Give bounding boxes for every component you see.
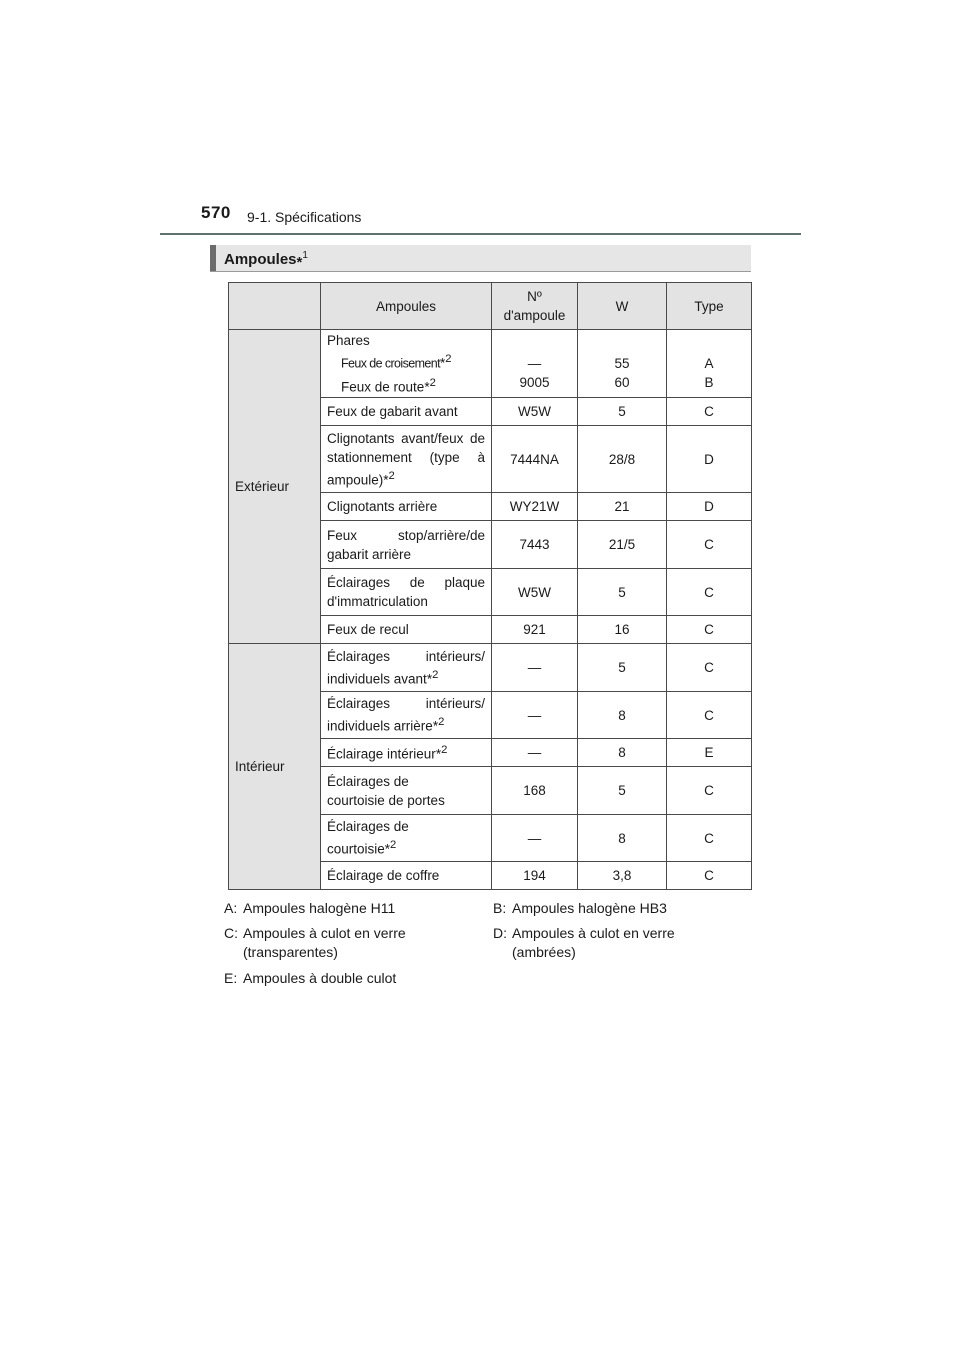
headlights-watts: 55 60 bbox=[578, 330, 667, 398]
header-cell-bulbs: Ampoules bbox=[321, 283, 492, 330]
row-name: Éclairages de courtoisie*$^2$ bbox=[321, 815, 492, 862]
row-watts: 21 bbox=[578, 493, 667, 521]
row-watts: 8 bbox=[578, 692, 667, 739]
group-exterior: Extérieur bbox=[229, 330, 321, 644]
row-type: C bbox=[667, 692, 752, 739]
row-name: Éclairages de courtoisie de portes bbox=[321, 767, 492, 815]
row-watts: 5 bbox=[578, 398, 667, 426]
row-name: Feux de gabarit avant bbox=[321, 398, 492, 426]
headlights-title: Phares bbox=[327, 333, 370, 348]
legend-b: B: Ampoules halogène HB3 bbox=[493, 900, 667, 916]
row-number: W5W bbox=[492, 398, 578, 426]
row-name: Éclairages intérieurs/ individuels arrière*$^2$ bbox=[321, 692, 492, 739]
row-number: 921 bbox=[492, 616, 578, 644]
section-accent bbox=[210, 245, 216, 271]
table-row bbox=[229, 330, 752, 398]
header-no-line2: d'ampoule bbox=[503, 308, 566, 323]
row-number: — bbox=[492, 644, 578, 692]
legend-d: D: Ampoules à culot en verre (ambrées) bbox=[493, 925, 675, 960]
bulb-spec-table bbox=[228, 282, 752, 890]
section-title bbox=[224, 250, 308, 271]
table-row bbox=[229, 644, 752, 692]
row-watts: 5 bbox=[578, 569, 667, 616]
row-name: Éclairage de coffre bbox=[321, 862, 492, 890]
page-number: 570 bbox=[201, 203, 231, 222]
row-watts: 21/5 bbox=[578, 521, 667, 569]
row-watts: 28/8 bbox=[578, 426, 667, 493]
row-number: 194 bbox=[492, 862, 578, 890]
header-no-line1: Nº bbox=[527, 289, 542, 304]
header-cell-bulb-number bbox=[492, 283, 578, 330]
row-name: Clignotants arrière bbox=[321, 493, 492, 521]
row-name: Éclairages de plaque d'immatriculation bbox=[321, 569, 492, 616]
row-number: 7444NA bbox=[492, 426, 578, 493]
row-type: C bbox=[667, 616, 752, 644]
row-type: D bbox=[667, 426, 752, 493]
legend-c: C: Ampoules à culot en verre (transparentes) bbox=[224, 925, 406, 960]
row-number: — bbox=[492, 815, 578, 862]
legend-a: A: Ampoules halogène H11 bbox=[224, 900, 396, 916]
page-header bbox=[0, 0, 960, 240]
footnote-number: 1 bbox=[302, 250, 308, 261]
row-watts: 3,8 bbox=[578, 862, 667, 890]
row-number: 168 bbox=[492, 767, 578, 815]
row-type: C bbox=[667, 521, 752, 569]
row-number: WY21W bbox=[492, 493, 578, 521]
header-cell-watts: W bbox=[578, 283, 667, 330]
header-rule bbox=[160, 233, 801, 235]
row-watts: 8 bbox=[578, 739, 667, 767]
row-name: Feux de recul bbox=[321, 616, 492, 644]
row-type: C bbox=[667, 644, 752, 692]
headlights-low: Feux de croisement*$^2$ bbox=[341, 353, 452, 371]
group-interior: Intérieur bbox=[229, 644, 321, 890]
row-watts: 5 bbox=[578, 767, 667, 815]
row-name: Clignotants avant/feux de stationnement (type à ampoule)*$^2$ bbox=[321, 426, 492, 493]
headlights-type: A B bbox=[667, 330, 752, 398]
header-cell-blank bbox=[229, 283, 321, 330]
row-type: C bbox=[667, 767, 752, 815]
row-watts: 5 bbox=[578, 644, 667, 692]
headlights-high: Feux de route*$^2$ bbox=[341, 376, 436, 394]
row-watts: 16 bbox=[578, 616, 667, 644]
row-name: Éclairages intérieurs/ individuels avant*$^2$ bbox=[321, 644, 492, 692]
row-number: 7443 bbox=[492, 521, 578, 569]
row-number: — bbox=[492, 692, 578, 739]
headlights-number: — 9005 bbox=[492, 330, 578, 398]
section-title-text: Ampoules bbox=[224, 251, 297, 268]
row-type: C bbox=[667, 815, 752, 862]
row-headlights-name bbox=[321, 330, 492, 398]
row-type: D bbox=[667, 493, 752, 521]
chapter-title: 9-1. Spécifications bbox=[247, 209, 362, 225]
row-name: Feux stop/arrière/de gabarit arrière bbox=[321, 521, 492, 569]
legend-e: E: Ampoules à double culot bbox=[224, 970, 397, 986]
section-heading-bar bbox=[210, 245, 751, 272]
row-type: C bbox=[667, 569, 752, 616]
row-number: W5W bbox=[492, 569, 578, 616]
row-type: E bbox=[667, 739, 752, 767]
row-number: — bbox=[492, 739, 578, 767]
row-type: C bbox=[667, 398, 752, 426]
footnote-star: * bbox=[296, 254, 303, 271]
header-cell-type: Type bbox=[667, 283, 752, 330]
row-name: Éclairage intérieur*$^2$ bbox=[321, 739, 492, 767]
row-watts: 8 bbox=[578, 815, 667, 862]
table-header-row bbox=[229, 283, 752, 330]
row-type: C bbox=[667, 862, 752, 890]
